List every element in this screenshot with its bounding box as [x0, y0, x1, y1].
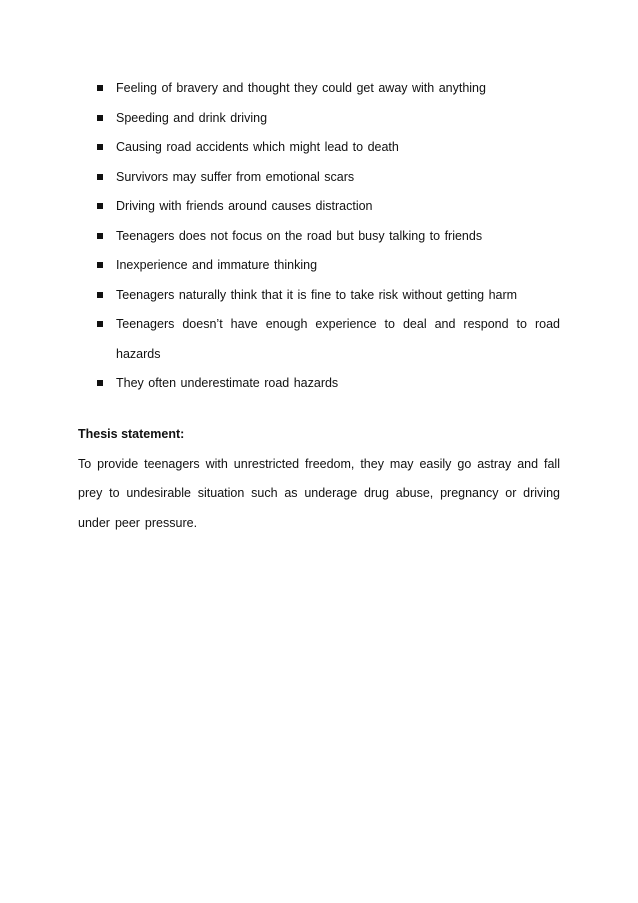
list-item-text: Inexperience and immature thinking [116, 258, 318, 272]
square-bullet-icon [97, 203, 103, 209]
list-item-text: They often underestimate road hazards [116, 376, 339, 390]
list-item-text: Speeding and drink driving [116, 110, 268, 125]
bullet-list [0, 74, 638, 399]
list-item [0, 310, 638, 369]
square-bullet-icon [97, 174, 103, 180]
square-bullet-icon [97, 321, 103, 327]
list-item-text: Feeling of bravery and thought they could get away with anything [116, 81, 486, 95]
list-item [0, 251, 638, 281]
list-item [0, 222, 638, 252]
list-item [0, 74, 638, 104]
list-item-text: Teenagers does not focus on the road but busy talking to friends [116, 228, 483, 243]
list-item-text: Teenagers naturally think that it is fine to take risk without getting harm [116, 287, 518, 302]
list-item-text: Driving with friends around causes distraction [116, 199, 373, 213]
list-item [0, 281, 638, 311]
thesis-body: To provide teenagers with unrestricted freedom, they may easily go astray and fall prey to undesirable situation such as underage drug abuse, pregnancy or driving under peer pressure. [78, 456, 560, 530]
square-bullet-icon [97, 262, 103, 268]
list-item [0, 133, 638, 163]
list-item [0, 104, 638, 134]
list-item [0, 369, 638, 399]
square-bullet-icon [97, 115, 103, 121]
square-bullet-icon [97, 292, 103, 298]
list-item-text: Teenagers doesn’t have enough experience to deal and respond to road hazards [116, 317, 560, 361]
square-bullet-icon [97, 233, 103, 239]
list-item-text: Survivors may suffer from emotional scars [116, 169, 355, 184]
thesis-section [78, 420, 560, 538]
square-bullet-icon [97, 85, 103, 91]
list-item-text: Causing road accidents which might lead to death [116, 140, 399, 154]
list-item [0, 163, 638, 193]
thesis-heading: Thesis statement: [78, 427, 185, 441]
list-item [0, 192, 638, 222]
square-bullet-icon [97, 144, 103, 150]
square-bullet-icon [97, 380, 103, 386]
